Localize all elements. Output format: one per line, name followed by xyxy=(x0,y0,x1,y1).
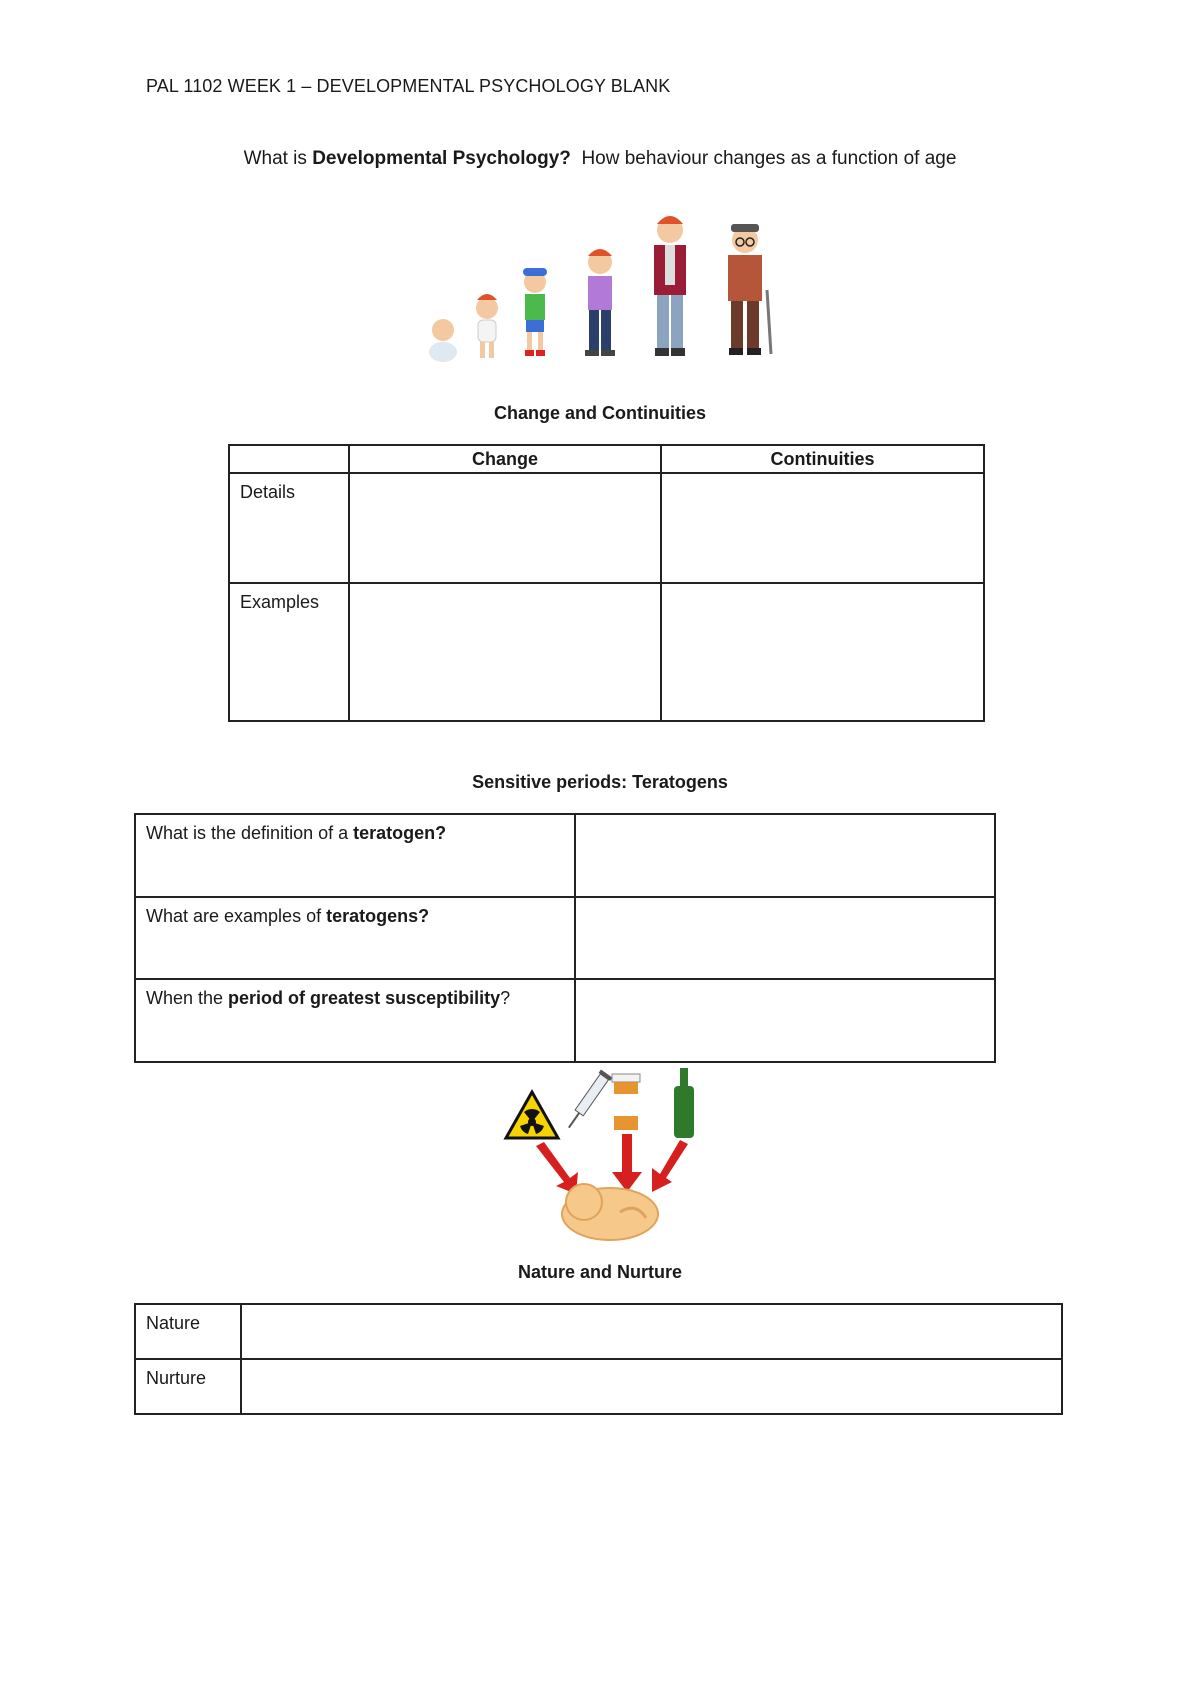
teratogen-illustration xyxy=(500,1062,710,1244)
nature-nurture-table xyxy=(134,1303,1063,1415)
examples-change-cell[interactable] xyxy=(349,583,661,721)
examples-row-label: Examples xyxy=(229,583,349,721)
teen-figure xyxy=(585,249,615,356)
fetus-icon xyxy=(562,1184,658,1240)
teratogen-definition-answer[interactable] xyxy=(575,814,995,897)
elderly-figure xyxy=(728,224,771,355)
pill-bottle-icon xyxy=(612,1074,640,1130)
examples-continuities-cell[interactable] xyxy=(661,583,984,721)
susceptibility-question: When the period of greatest susceptibility? xyxy=(135,979,575,1062)
continuities-column-header: Continuities xyxy=(661,445,984,473)
nurture-row-label: Nurture xyxy=(135,1359,241,1414)
arrow-icons xyxy=(536,1134,688,1194)
teratogen-examples-answer[interactable] xyxy=(575,897,995,979)
bottle-icon xyxy=(674,1068,694,1138)
corner-header xyxy=(229,445,349,473)
details-row-label: Details xyxy=(229,473,349,583)
teratogens-table xyxy=(134,813,996,1063)
intro-term: Developmental Psychology? xyxy=(312,148,571,169)
nature-answer-cell[interactable] xyxy=(241,1304,1062,1359)
nurture-answer-cell[interactable] xyxy=(241,1359,1062,1414)
teratogen-examples-question: What are examples of teratogens? xyxy=(135,897,575,979)
susceptibility-answer[interactable] xyxy=(575,979,995,1062)
intro-prefix: What is xyxy=(243,148,313,169)
intro-answer: How behaviour changes as a function of age xyxy=(581,148,957,169)
nature-row-label: Nature xyxy=(135,1304,241,1359)
details-continuities-cell[interactable] xyxy=(661,473,984,583)
intro-question xyxy=(0,148,1200,170)
teratogens-heading: Sensitive periods: Teratogens xyxy=(472,772,728,792)
toddler-figure xyxy=(476,294,498,358)
age-progression-illustration xyxy=(395,190,815,370)
syringe-icon xyxy=(563,1070,612,1132)
change-continuities-table xyxy=(228,444,985,722)
adult-figure xyxy=(654,216,686,356)
document-title: PAL 1102 WEEK 1 – DEVELOPMENTAL PSYCHOLOGY BLANK xyxy=(146,76,671,96)
child-figure xyxy=(523,268,547,356)
baby-figure xyxy=(429,319,457,362)
change-column-header: Change xyxy=(349,445,661,473)
teratogen-definition-question: What is the definition of a teratogen? xyxy=(135,814,575,897)
change-continuities-heading: Change and Continuities xyxy=(493,403,706,423)
nature-nurture-heading: Nature and Nurture xyxy=(517,1262,683,1282)
details-change-cell[interactable] xyxy=(349,473,661,583)
radiation-hazard-icon xyxy=(506,1092,558,1138)
